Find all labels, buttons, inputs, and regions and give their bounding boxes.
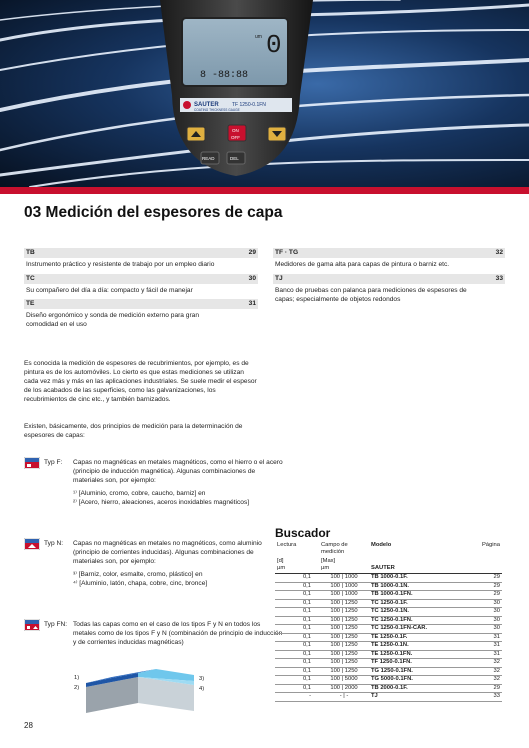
type-f-label: Typ F: (44, 459, 63, 466)
buscador-table (275, 541, 502, 702)
buscador-title: Buscador (275, 526, 331, 540)
cell-lectura: 0,1 (275, 616, 319, 625)
cell-campo (319, 676, 369, 685)
cell-modelo: TF 1250-0.1FN. (369, 659, 466, 668)
page-number: 28 (24, 721, 33, 730)
entry-code: TJ (275, 275, 283, 282)
cell-lectura: 0,1 (275, 591, 319, 600)
cell-pagina: 29 (466, 574, 502, 583)
cell-lectura: 0,1 (275, 574, 319, 583)
table-row (275, 676, 502, 685)
table-row (275, 591, 502, 600)
cell-lectura: - (275, 693, 319, 702)
hero-illustration (0, 0, 529, 187)
cell-campo (319, 650, 369, 659)
type-fn-block (24, 619, 283, 661)
cell-lectura: 0,1 (275, 608, 319, 617)
lcd-unit: um (255, 34, 262, 40)
cell-lectura: 0,1 (275, 650, 319, 659)
cell-campo (319, 591, 369, 600)
cell-modelo: TE 1250-0.1F. (369, 633, 466, 642)
cell-min: 100 (330, 642, 341, 648)
table-row (275, 659, 502, 668)
cell-campo (319, 659, 369, 668)
col-modelo: Modelo (371, 542, 392, 548)
entry-page: 31 (248, 300, 256, 307)
cell-lectura: 0,1 (275, 633, 319, 642)
cell-max: 1250 (344, 659, 358, 665)
diagram-label-2: 2) (74, 685, 80, 691)
cell-modelo: TB 1000-0.1N. (369, 582, 466, 591)
cell-min: 100 (330, 582, 341, 589)
diagram-label-4: 4) (199, 686, 205, 692)
cell-min: 100 (330, 650, 341, 657)
type-n-block (24, 538, 264, 598)
table-body (275, 574, 502, 702)
cell-modelo: TG 1250-0.1FN. (369, 667, 466, 676)
cell-separator: | (340, 591, 345, 597)
cell-min: 100 (330, 667, 341, 674)
entry-page: 33 (495, 275, 503, 282)
cell-min: 100 (330, 574, 341, 580)
entry-page: 29 (248, 249, 256, 256)
cell-separator: | (340, 625, 345, 631)
device-brand: SAUTER (194, 102, 219, 108)
table-row (275, 574, 502, 583)
cell-campo (319, 582, 369, 591)
cell-separator: | (340, 642, 345, 648)
hero-image (0, 0, 529, 187)
cell-pagina: 31 (466, 650, 502, 659)
type-n-icon (24, 538, 40, 550)
cell-separator: | (341, 693, 347, 699)
cell-modelo: TC 1250-0.1N. (369, 608, 466, 617)
cell-max: 1000 (344, 591, 358, 597)
cell-campo (319, 693, 369, 702)
cell-min: 100 (330, 676, 341, 682)
cell-min: 100 (330, 599, 341, 606)
cell-separator: | (340, 608, 345, 614)
cell-max: 1000 (344, 574, 358, 580)
type-fn-label: Typ FN: (44, 621, 68, 628)
device-subtitle: COATING THICKNESS GAUGE (194, 108, 240, 112)
table-row (275, 650, 502, 659)
cell-modelo: TB 1000-0.1F. (369, 574, 466, 583)
entry-tc (24, 274, 258, 295)
entry-code: TF · TG (275, 249, 299, 256)
cell-max: 1250 (344, 667, 358, 674)
cell-min: 100 (330, 591, 341, 597)
unit-d: [d] (277, 558, 284, 564)
cell-campo (319, 608, 369, 617)
unit-um-1: µm (277, 565, 286, 571)
cell-modelo: TC 1250-0.1F. (369, 599, 466, 608)
cell-min: 100 (330, 684, 341, 691)
cell-max: 5000 (344, 676, 358, 682)
cell-modelo: TE 1250-0.1N. (369, 642, 466, 651)
type-f-footnote-1: ¹⁾ [Aluminio, cromo, cobre, caucho, barniz] en (73, 490, 206, 497)
table-row (275, 693, 502, 702)
type-n-footnote-1: ³⁾ [Barniz, color, esmalte, cromo, plástico] en (73, 571, 203, 578)
cell-campo (319, 642, 369, 651)
entry-tb (24, 248, 258, 269)
diagram-label-1: 1) (74, 675, 80, 681)
cell-max: 1250 (344, 650, 358, 657)
read-button: READ (202, 156, 215, 161)
table-row (275, 625, 502, 634)
entry-desc: Banco de pruebas con palanca para mediciones de espesores de capas; especialmente de objetos redondos (275, 287, 467, 303)
cell-min: 100 (330, 659, 341, 665)
entry-code: TE (26, 300, 35, 307)
cell-max: 1000 (344, 582, 358, 589)
type-f-block (24, 457, 283, 517)
table-header-row (275, 541, 502, 557)
cell-modelo: TB 1000-0.1FN. (369, 591, 466, 600)
cell-modelo: TJ (369, 693, 466, 702)
table-row (275, 616, 502, 625)
cell-modelo: TB 2000-0.1F. (369, 684, 466, 693)
cell-lectura: 0,1 (275, 625, 319, 634)
unit-um-2: µm (321, 565, 330, 571)
entry-desc: Instrumento práctico y resistente de trabajo por un empleo diario (26, 261, 215, 268)
entry-desc: Medidores de gama alta para capas de pintura o barniz etc. (275, 261, 450, 268)
cell-campo (319, 684, 369, 693)
diagram-label-3: 3) (199, 676, 205, 682)
page-title: 03 Medición del espesores de capa (24, 204, 283, 221)
table-row (275, 582, 502, 591)
cell-max: 1250 (344, 642, 358, 648)
col-campo: Campo de medición (321, 542, 348, 555)
entry-page: 30 (248, 275, 256, 282)
entry-tj (273, 274, 505, 304)
off-button: OFF (231, 135, 240, 140)
entry-te (24, 299, 258, 329)
cell-separator: | (340, 650, 345, 657)
cell-max: 1250 (344, 608, 358, 614)
cell-campo (319, 633, 369, 642)
cell-pagina: 29 (466, 591, 502, 600)
cell-pagina: 29 (466, 582, 502, 591)
cell-separator: | (340, 667, 345, 674)
cell-pagina: 30 (466, 616, 502, 625)
cell-max: - (346, 693, 349, 699)
cell-pagina: 31 (466, 633, 502, 642)
cell-pagina: 32 (466, 667, 502, 676)
type-fn-icon (24, 619, 40, 631)
cell-pagina: 32 (466, 676, 502, 685)
cell-modelo: TC 1250-0.1FN. (369, 616, 466, 625)
entry-code: TB (26, 249, 35, 256)
cell-min: 100 (330, 633, 341, 640)
type-n-text (73, 539, 285, 588)
cell-lectura: 0,1 (275, 642, 319, 651)
cell-pagina: 30 (466, 625, 502, 634)
accent-bar (0, 187, 529, 194)
type-f-footnote-2: ²⁾ [Acero, hierro, aleaciones, aceros inoxidables magnéticos] (73, 499, 250, 506)
table-row (275, 599, 502, 608)
type-n-label: Typ N: (44, 540, 64, 547)
cell-campo (319, 667, 369, 676)
on-button: ON (232, 128, 239, 133)
cell-campo (319, 574, 369, 583)
entry-page: 32 (495, 249, 503, 256)
table-subheader-row (275, 557, 502, 574)
intro-paragraph-1: Es conocida la medición de espesores de recubrimientos, por ejemplo, es de pintura es de los automóviles. Lo cierto es que estas mediciones se utilizan cada vez más y más en las aplicaciones industriales. Se suele medir el espesor de los acabados de las superficies, como las galvanizaciones, los recubrimientos de cinc etc., y también barnizados. (24, 360, 257, 403)
cell-max: 1250 (344, 625, 358, 631)
type-f-text (73, 458, 285, 507)
lcd-status: 8 -88:88 (200, 70, 249, 81)
cell-campo (319, 625, 369, 634)
cell-max: 1250 (344, 599, 358, 606)
table-row (275, 633, 502, 642)
table-row (275, 642, 502, 651)
cell-separator: | (340, 599, 345, 606)
cell-lectura: 0,1 (275, 667, 319, 676)
cell-max: 1250 (344, 616, 358, 623)
cell-separator: | (340, 659, 345, 665)
entry-desc: Su compañero del día a día: compacto y fácil de manejar (26, 287, 193, 294)
entry-tf-tg (273, 248, 505, 269)
cell-min: 100 (330, 625, 341, 631)
cell-separator: | (340, 684, 345, 691)
cell-pagina: 31 (466, 642, 502, 651)
type-n-description: Capas no magnéticas en metales no magnéticos, como aluminio (principio de corrientes inducidas). Algunas combinaciones de materiales son, por ejemplo: (73, 540, 262, 565)
cell-modelo: TG 5000-0.1FN. (369, 676, 466, 685)
cell-min: - (339, 693, 342, 699)
table-row (275, 684, 502, 693)
cell-pagina: 29 (466, 684, 502, 693)
type-f-icon (24, 457, 40, 469)
col-sauter: SAUTER (369, 557, 466, 574)
cell-lectura: 0,1 (275, 676, 319, 685)
cell-separator: | (340, 574, 345, 580)
cell-separator: | (340, 633, 345, 640)
entry-desc: Diseño ergonómico y sonda de medición externo para gran comodidad en el uso (26, 312, 200, 328)
cell-lectura: 0,1 (275, 599, 319, 608)
cell-campo (319, 616, 369, 625)
cell-modelo: TC 1250-0.1FN-CAR. (369, 625, 466, 634)
cell-pagina: 30 (466, 608, 502, 617)
col-units-d (275, 557, 319, 574)
col-units-max (319, 557, 369, 574)
cell-lectura: 0,1 (275, 659, 319, 668)
intro-paragraph-2: Existen, básicamente, dos principios de medición para la determinación de espesores de capas: (24, 423, 243, 439)
unit-max: [Max] (321, 558, 336, 564)
cell-pagina: 33 (466, 693, 502, 702)
type-n-footnote-2: ⁴⁾ [Aluminio, latón, chapa, cobre, cinc, bronce] (73, 580, 208, 587)
type-fn-description: Todas las capas como en el caso de los tipos F y N en todos los metales como de los tipos F y N (combinación de principio de inducción y de corrientes inducidas magnéticas) (73, 621, 283, 646)
cell-max: 2000 (344, 684, 358, 691)
col-pagina: Página (481, 542, 500, 548)
type-f-description: Capas no magnéticas en metales magnéticos, como el hierro o el acero (principio de inducción magnética). Algunas combinaciones de materiales son, por ejemplo: (73, 459, 283, 484)
table-row (275, 667, 502, 676)
entry-code: TC (26, 275, 35, 282)
layer-diagram (76, 669, 206, 715)
cell-pagina: 32 (466, 659, 502, 668)
cell-max: 1250 (344, 633, 358, 640)
lcd-reading: 0 (266, 30, 282, 60)
cell-separator: | (340, 616, 345, 623)
cell-min: 100 (330, 616, 341, 623)
cell-lectura: 0,1 (275, 684, 319, 693)
cell-min: 100 (330, 608, 341, 614)
device-model: TF 1250-0.1FN (232, 102, 266, 108)
cell-modelo: TE 1250-0.1FN. (369, 650, 466, 659)
cell-separator: | (340, 582, 345, 589)
cell-lectura: 0,1 (275, 582, 319, 591)
col-empty (466, 557, 502, 574)
cell-campo (319, 599, 369, 608)
del-button: DEL (230, 156, 239, 161)
cell-pagina: 30 (466, 599, 502, 608)
col-lectura: Lectura (277, 542, 297, 548)
table-row (275, 608, 502, 617)
cell-separator: | (340, 676, 345, 682)
